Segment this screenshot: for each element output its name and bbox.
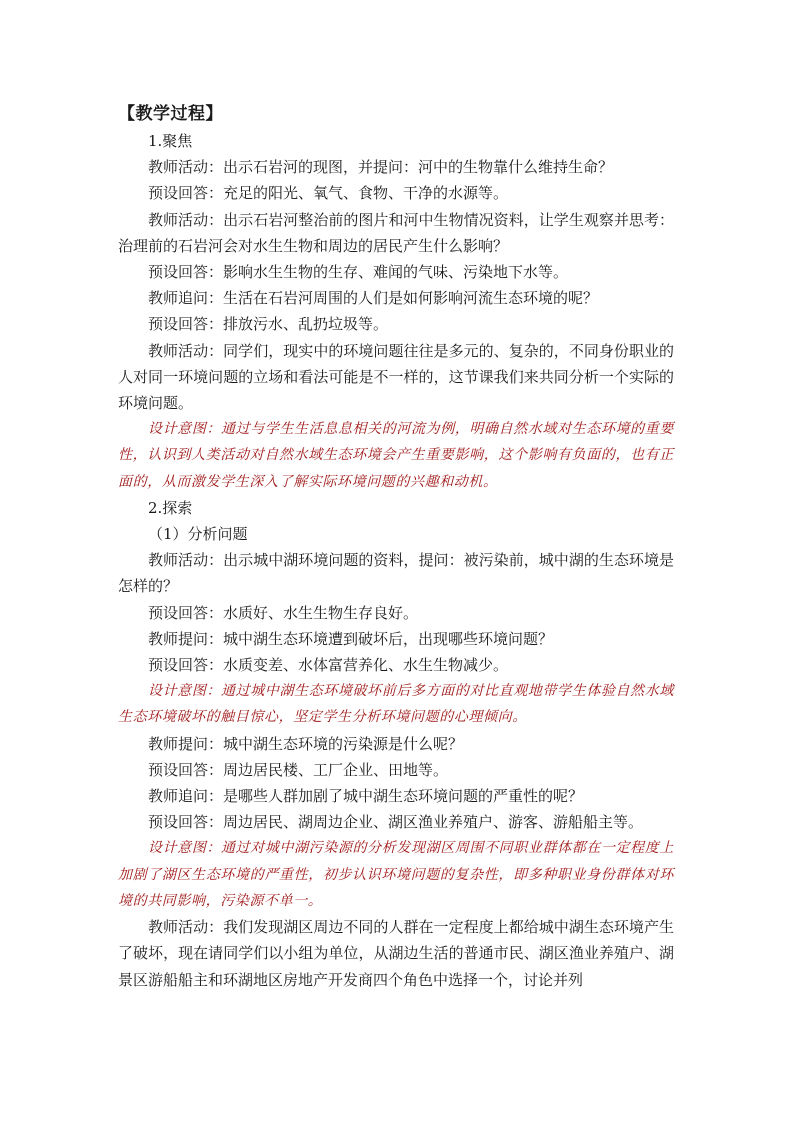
paragraph: 教师提问：城中湖生态环境遭到破坏后，出现哪些环境问题？ [148,629,554,648]
section-heading: 【教学过程】 [118,104,223,124]
design-intent-note: 设计意图：通过与学生生活息息相关的河流为例，明确自然水域对生态环境的重要性，认识到人类活动对自然水域生态环境会产生重要影响，这个影响有负面的，也有正面的，从而激发学生深入了解实际环境问题的兴趣和动机。 [118,421,674,490]
paragraph: 教师活动：同学们，现实中的环境问题往往是多元的、复杂的，不同身份职业的人对同一环境问题的立场和看法可能是不一样的，这节课我们来共同分析一个实际的环境问题。 [118,341,674,413]
section-focus [118,128,674,495]
paragraph: 教师追问：生活在石岩河周围的人们是如何影响河流生态环境的呢？ [148,289,599,308]
paragraph: 教师活动：出示城中湖环境问题的资料，提问：被污染前，城中湖的生态环境是怎样的？ [118,551,674,596]
section-title: 2.探索 [148,498,193,517]
section-title: 1.聚焦 [148,132,193,150]
paragraph: 教师提问：城中湖生态环境的污染源是什么呢？ [148,734,464,753]
paragraph: 预设回答：水质变差、水体富营养化、水生生物减少。 [148,656,509,675]
design-intent-note: 设计意图：通过城中湖生态环境破坏前后多方面的对比直观地带学生体验自然水域生态环境破坏的触目惊心，坚定学生分析环境问题的心理倾向。 [118,683,674,726]
design-intent-note: 设计意图：通过对城中湖污染源的分析发现湖区周围不同职业群体都在一定程度上加剧了湖区生态环境的严重性，初步认识环境问题的复杂性，即多种职业身份群体对环境的共同影响，污染源不单一。 [118,840,674,909]
paragraph: 预设回答：充足的阳光、氧气、食物、干净的水源等。 [148,184,509,203]
section-explore [118,495,674,993]
paragraph: 预设回答：周边居民、湖周边企业、湖区渔业养殖户、游客、游船船主等。 [148,813,644,832]
paragraph: 预设回答：周边居民楼、工厂企业、田地等。 [148,760,449,779]
paragraph: 教师活动：出示石岩河整治前的图片和河中生物情况资料，让学生观察并思考：治理前的石岩河会对水生生物和周边的居民产生什么影响？ [118,210,674,255]
paragraph: 预设回答：排放污水、乱扔垃圾等。 [148,315,389,334]
paragraph: 教师活动：出示石岩河的现图，并提问：河中的生物靠什么维持生命？ [148,158,614,177]
paragraph: 教师追问：是哪些人群加剧了城中湖生态环境问题的严重性的呢？ [148,787,584,806]
paragraph: 教师活动：我们发现湖区周边不同的人群在一定程度上都给城中湖生态环境产生了破坏，现在请同学们以小组为单位，从湖边生活的普通市民、湖区渔业养殖户、湖景区游船船主和环湖地区房地产开发商四个角色中选择一个，讨论并列 [118,918,674,989]
section-subtitle: （1）分析问题 [148,525,248,544]
document-body [118,101,674,993]
paragraph: 预设回答：影响水生生物的生存、难闻的气味、污染地下水等。 [148,263,569,282]
paragraph: 预设回答：水质好、水生生物生存良好。 [148,603,419,622]
